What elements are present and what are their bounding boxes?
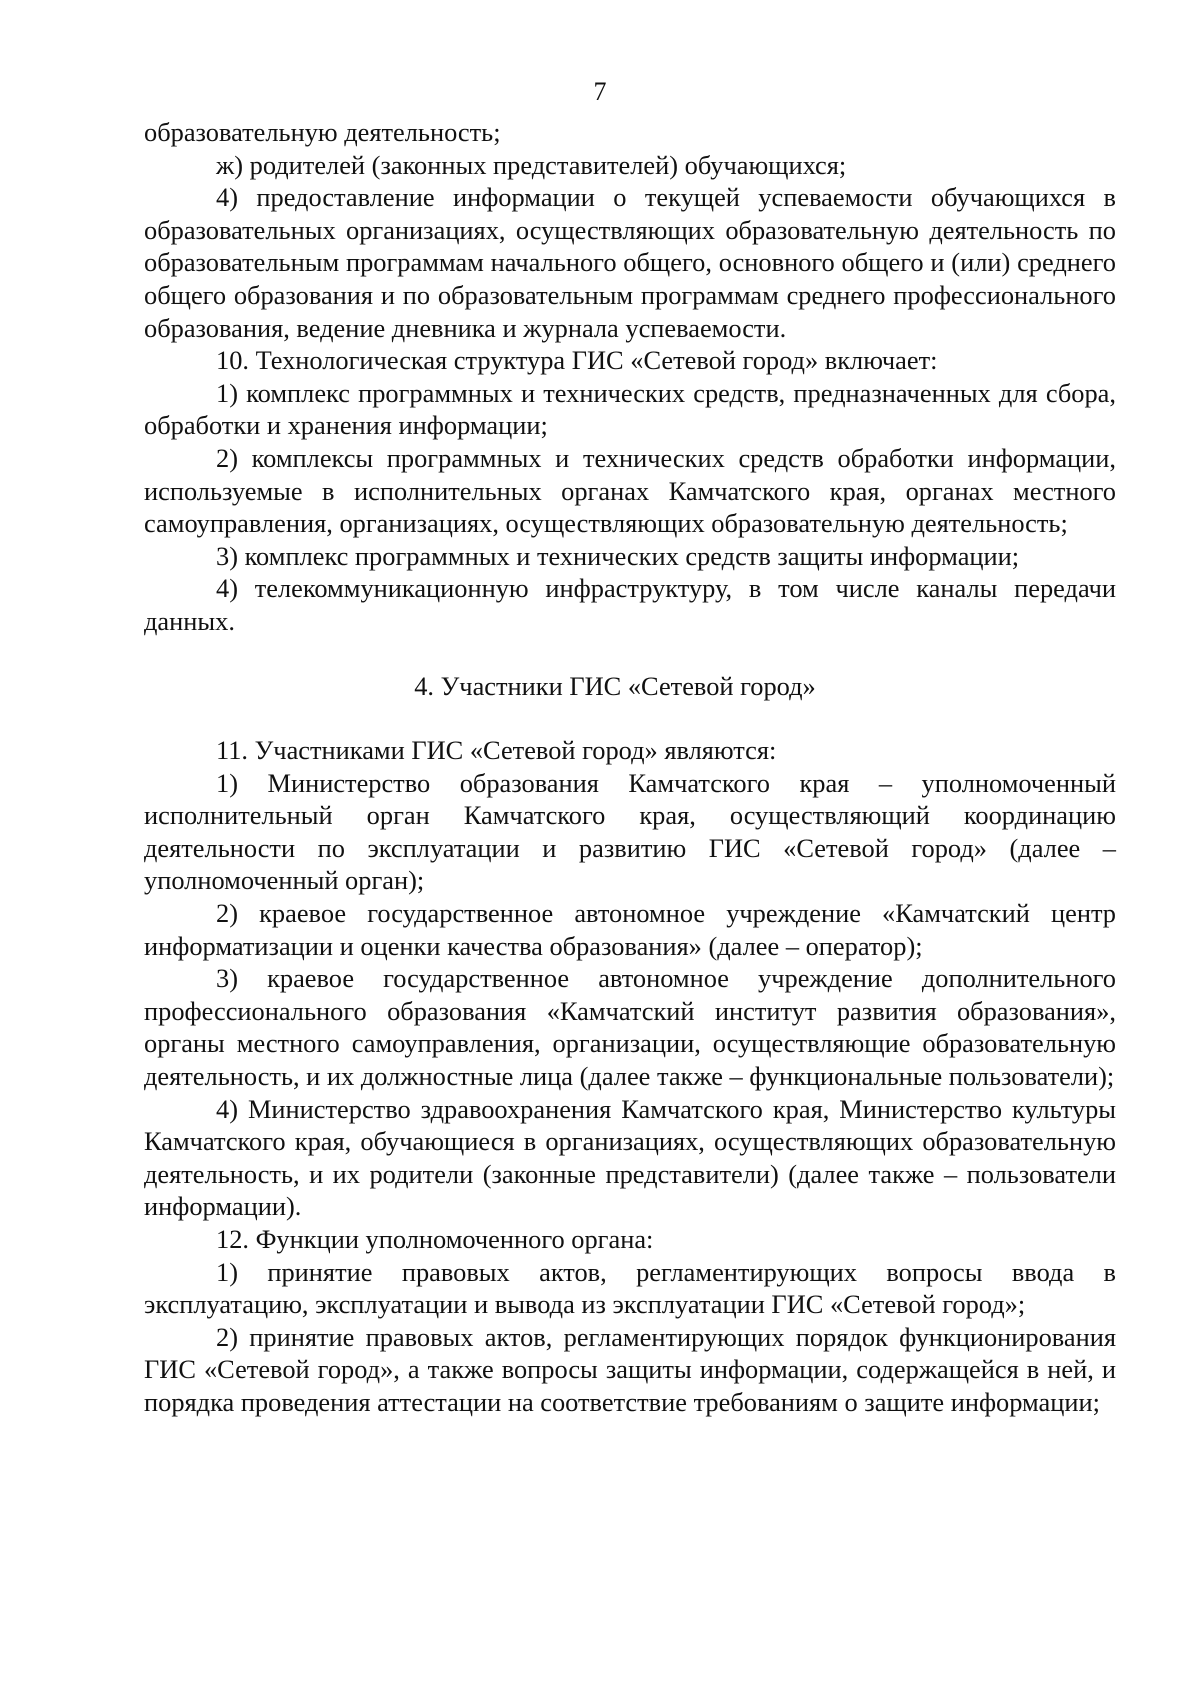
paragraph: 4) телекоммуникационную инфраструктуру, в том числе каналы передачи данных.: [144, 573, 1116, 636]
document-body: [144, 116, 1116, 1419]
section-heading: 4. Участники ГИС «Сетевой город»: [414, 670, 816, 701]
paragraph: 1) Министерство образования Камчатского края – уполномоченный исполнительный орган Камчатского края, осуществляющий координацию деятельности по эксплуатации и развитию ГИС «Сетевой город» (далее – уполномоченный орган);: [144, 767, 1116, 896]
page-number: 7: [593, 77, 607, 106]
paragraph: 2) принятие правовых актов, регламентирующих порядок функционирования ГИС «Сетевой город», а также вопросы защиты информации, содержащейся в ней, и порядка проведения аттестации на соответствие требованиям о защите информации;: [144, 1321, 1116, 1417]
paragraph: 2) краевое государственное автономное учреждение «Камчатский центр информатизации и оценки качества образования» (далее – оператор);: [144, 898, 1116, 961]
paragraph: 4) Министерство здравоохранения Камчатского края, Министерство культуры Камчатского края, обучающиеся в организациях, осуществляющих образовательную деятельность, и их родители (законные представители) (далее также – пользователи информации).: [144, 1093, 1116, 1222]
paragraph: образовательную деятельность;: [144, 117, 501, 147]
paragraph: ж) родителей (законных представителей) обучающихся;: [216, 149, 847, 180]
paragraph: 1) комплекс программных и технических средств, предназначенных для сбора, обработки и хранения информации;: [144, 377, 1116, 441]
paragraph: 10. Технологическая структура ГИС «Сетевой город» включает:: [216, 345, 938, 376]
paragraph: 1) принятие правовых актов, регламентирующих вопросы ввода в эксплуатацию, эксплуатации и вывода из эксплуатации ГИС «Сетевой город»;: [144, 1256, 1116, 1320]
paragraph: 3) комплекс программных и технических средств защиты информации;: [216, 540, 1020, 571]
paragraph: 4) предоставление информации о текущей успеваемости обучающихся в образовательных организациях, осуществляющих образовательную деятельность по образовательным программам начального общего, основного общего и (или) среднего общего образования и по образовательным программам среднего профессионального образования, ведение дневника и журнала успеваемости.: [144, 182, 1116, 343]
paragraph: 3) краевое государственное автономное учреждение дополнительного профессионального образования «Камчатский институт развития образования», органы местного самоуправления, организации, осуществляющие образовательную деятельность, и их должностные лица (далее также – функциональные пользователи);: [144, 963, 1116, 1092]
paragraph: 12. Функции уполномоченного органа:: [216, 1224, 654, 1254]
paragraph: 11. Участниками ГИС «Сетевой город» являются:: [216, 735, 777, 766]
paragraph: 2) комплексы программных и технических средств обработки информации, используемые в исполнительных органах Камчатского края, органах местного самоуправления, организациях, осуществляющих образовательную деятельность;: [144, 442, 1116, 539]
